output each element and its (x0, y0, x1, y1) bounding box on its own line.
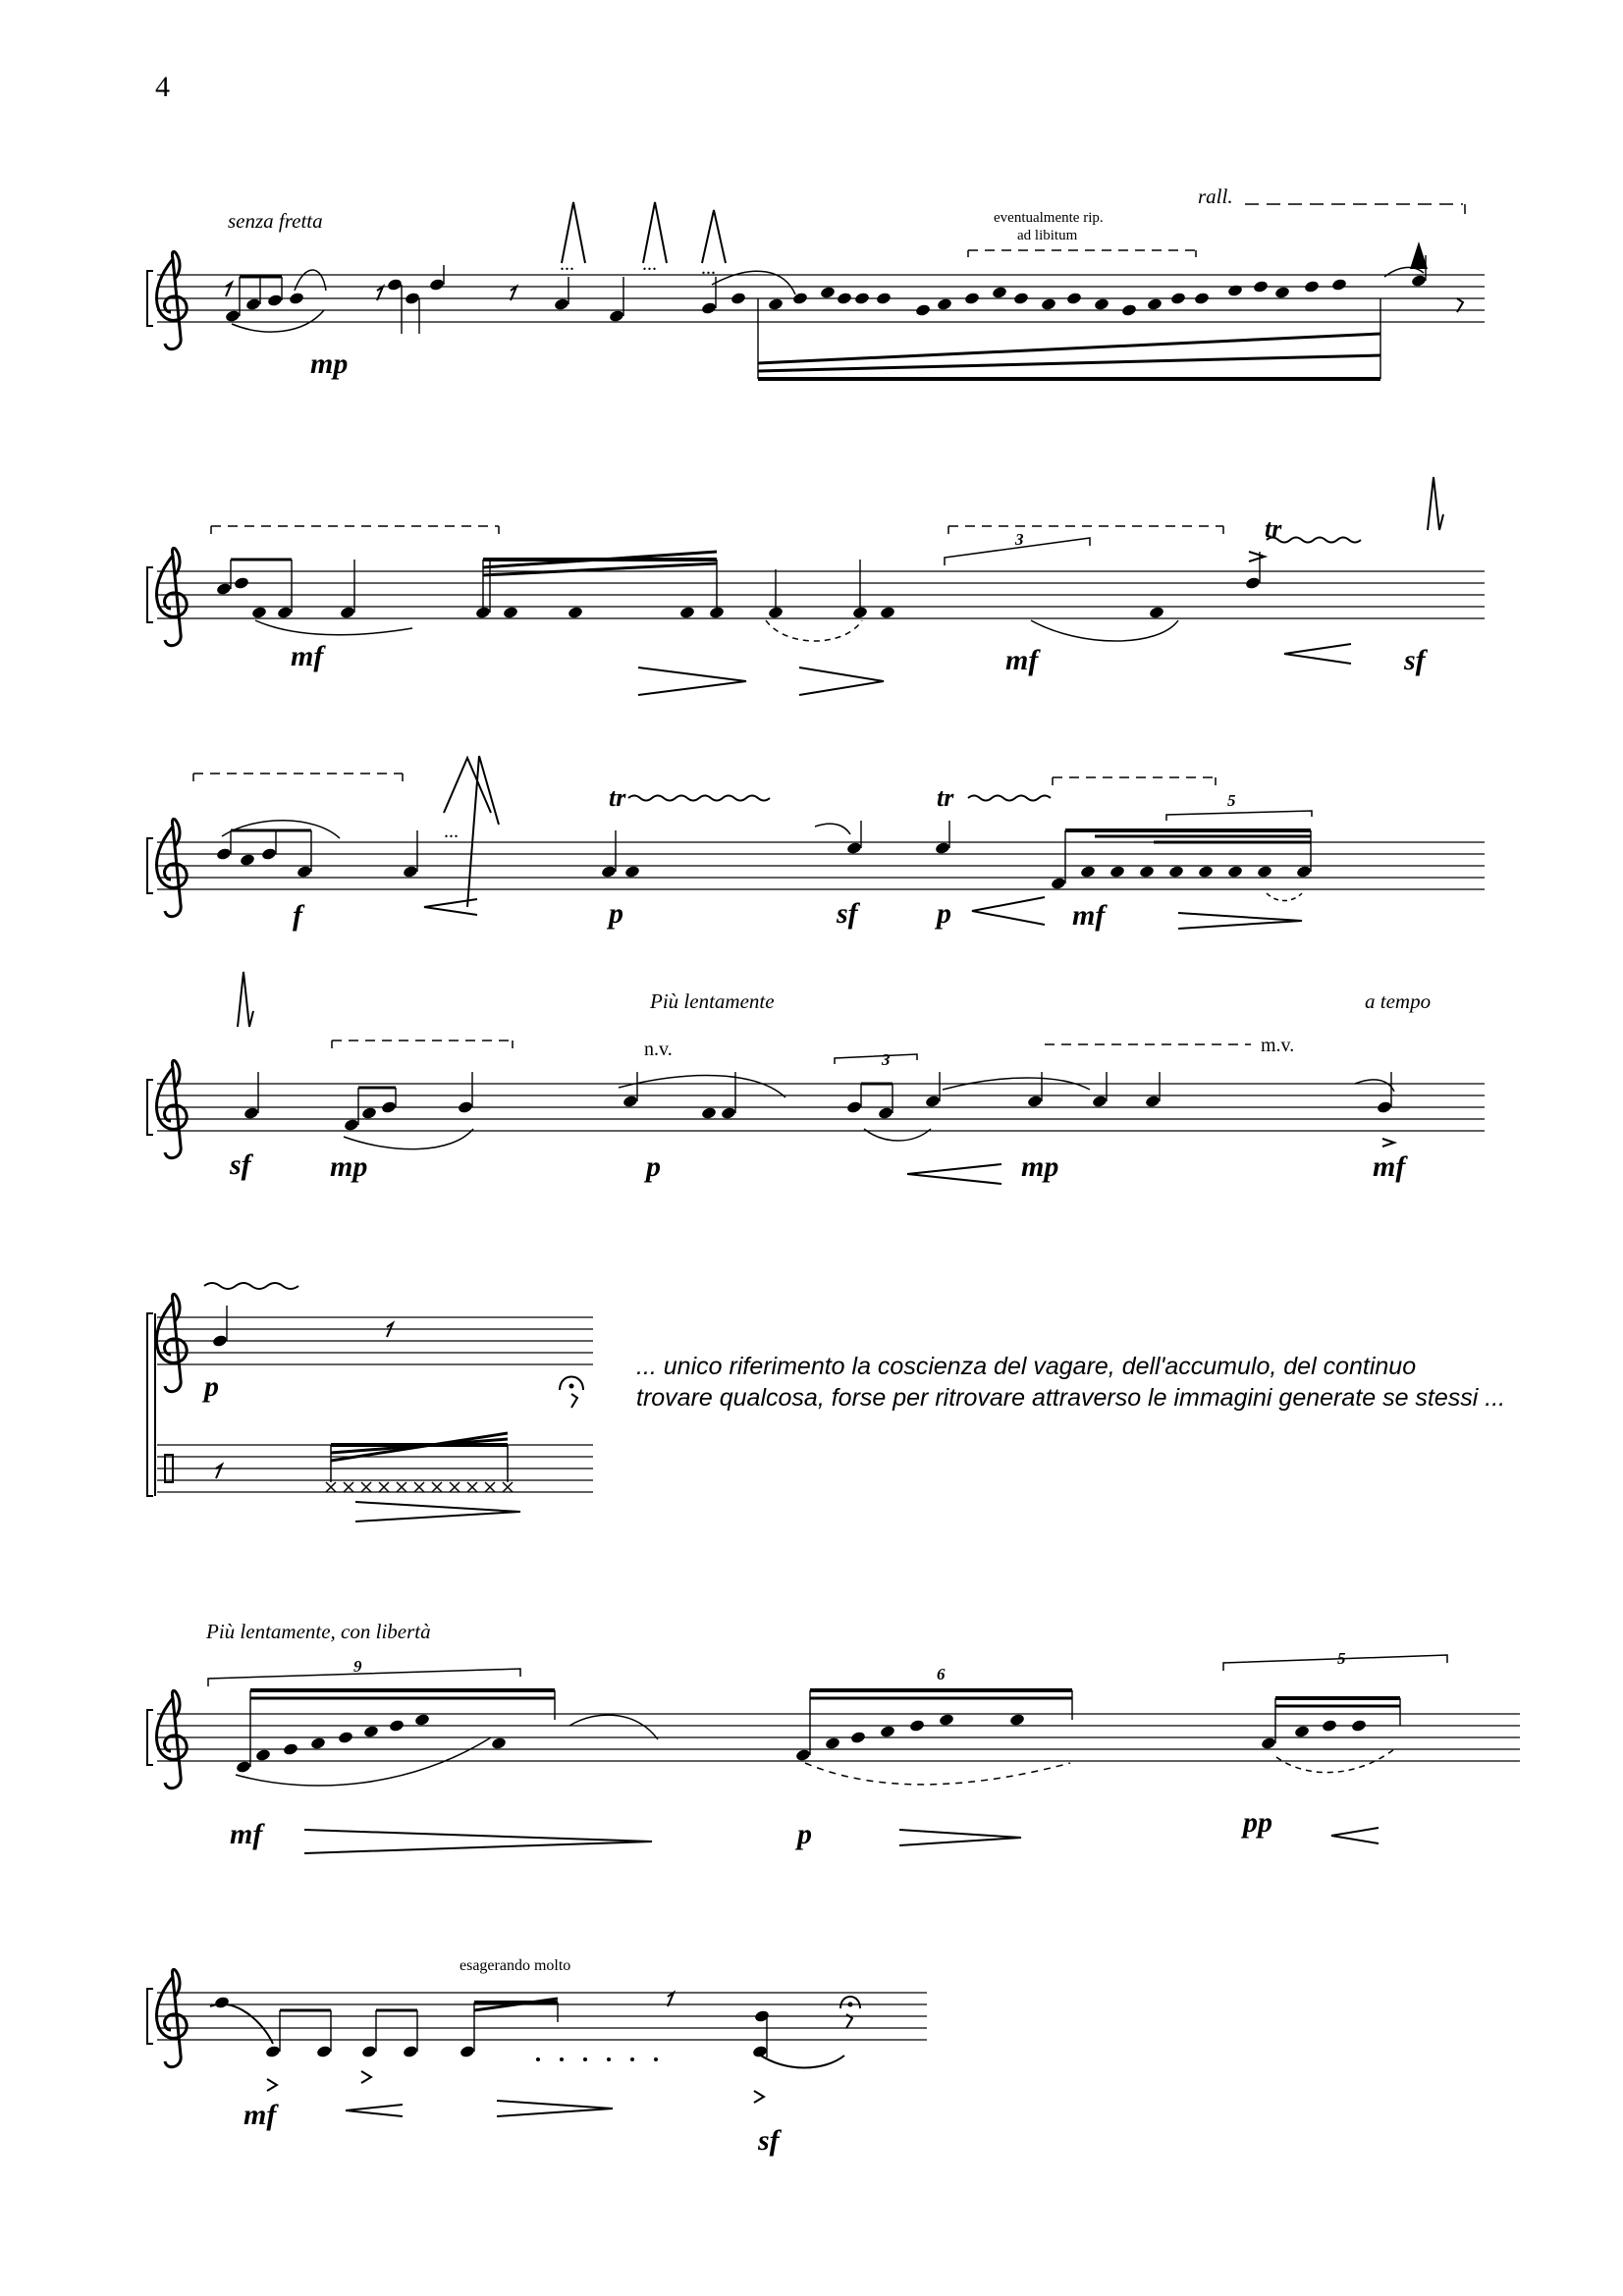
system-4-dyn-mp-2: mp (1021, 1150, 1059, 1183)
system-3-trill-2: tr (937, 783, 954, 812)
system-7-dyn-sf: sf (758, 2124, 780, 2157)
system-4-tuplet-3: 3 (882, 1050, 891, 1069)
system-6-dyn-pp: pp (1243, 1806, 1272, 1839)
system-1-dyn-mp: mp (310, 347, 349, 380)
system-3-dots: ... (444, 821, 459, 842)
system-6-tempo: Più lentamente, con libertà (206, 1620, 431, 1643)
system-2-trill: tr (1265, 514, 1282, 543)
system-2-staff (147, 477, 1485, 695)
system-1-dots-1: ... (560, 253, 574, 275)
system-3-tuplet-5: 5 (1227, 791, 1236, 810)
system-4-tempo: Più lentamente (650, 989, 775, 1013)
system-3-staff (147, 756, 1485, 929)
system-3-dyn-p-2: p (937, 897, 951, 930)
system-1-rip-line2: ad libitum (1017, 228, 1078, 243)
system-6-staff (147, 1655, 1520, 1853)
system-1-tempo: senza fretta (228, 209, 323, 233)
system-1-dots-2: ... (642, 253, 657, 275)
system-3-dyn-p-1: p (609, 897, 623, 930)
system-3-dyn-f: f (293, 899, 302, 932)
system-4-mv: m.v. (1261, 1035, 1295, 1056)
system-2-tuplet-3: 3 (1015, 530, 1024, 549)
system-6-tuplet-9: 9 (353, 1657, 362, 1676)
system-3-trill-1: tr (609, 783, 626, 812)
note-text-line-2: trovare qualcosa, forse per ritrovare attraverso le immagini generate se stessi ... (636, 1384, 1506, 1412)
system-7-expression: esagerando molto (460, 1957, 571, 1974)
system-4-nv: n.v. (644, 1039, 673, 1060)
system-2-dyn-sf: sf (1404, 644, 1426, 676)
system-7-dyn-mf: mf (243, 2099, 277, 2131)
system-3-dyn-sf: sf (837, 897, 858, 930)
page-number: 4 (155, 71, 170, 103)
note-text-line-1: ... unico riferimento la coscienza del vagare, dell'accumulo, del continuo (636, 1353, 1417, 1380)
system-6-dyn-mf: mf (230, 1818, 263, 1850)
system-6-tuplet-5: 5 (1337, 1649, 1346, 1668)
system-7-staff (147, 1969, 927, 2116)
system-4-dyn-mf: mf (1373, 1150, 1406, 1183)
system-2-dyn-mf-2: mf (1005, 644, 1039, 676)
system-6-dyn-p: p (797, 1818, 812, 1850)
system-1-dots-3: ... (701, 257, 716, 279)
system-4-dyn-mp-1: mp (330, 1150, 368, 1183)
system-4-a-tempo: a tempo (1365, 989, 1432, 1013)
system-5-dyn-p: p (204, 1370, 219, 1403)
system-4-dyn-sf: sf (230, 1148, 251, 1181)
system-6-tuplet-6: 6 (937, 1665, 946, 1683)
system-2-dyn-mf-1: mf (291, 640, 324, 672)
system-4-dyn-p: p (646, 1150, 661, 1183)
system-3-dyn-mf: mf (1072, 899, 1106, 932)
system-1-rall: rall. (1198, 185, 1233, 208)
system-1-rip-line1: eventualmente rip. (994, 210, 1104, 226)
